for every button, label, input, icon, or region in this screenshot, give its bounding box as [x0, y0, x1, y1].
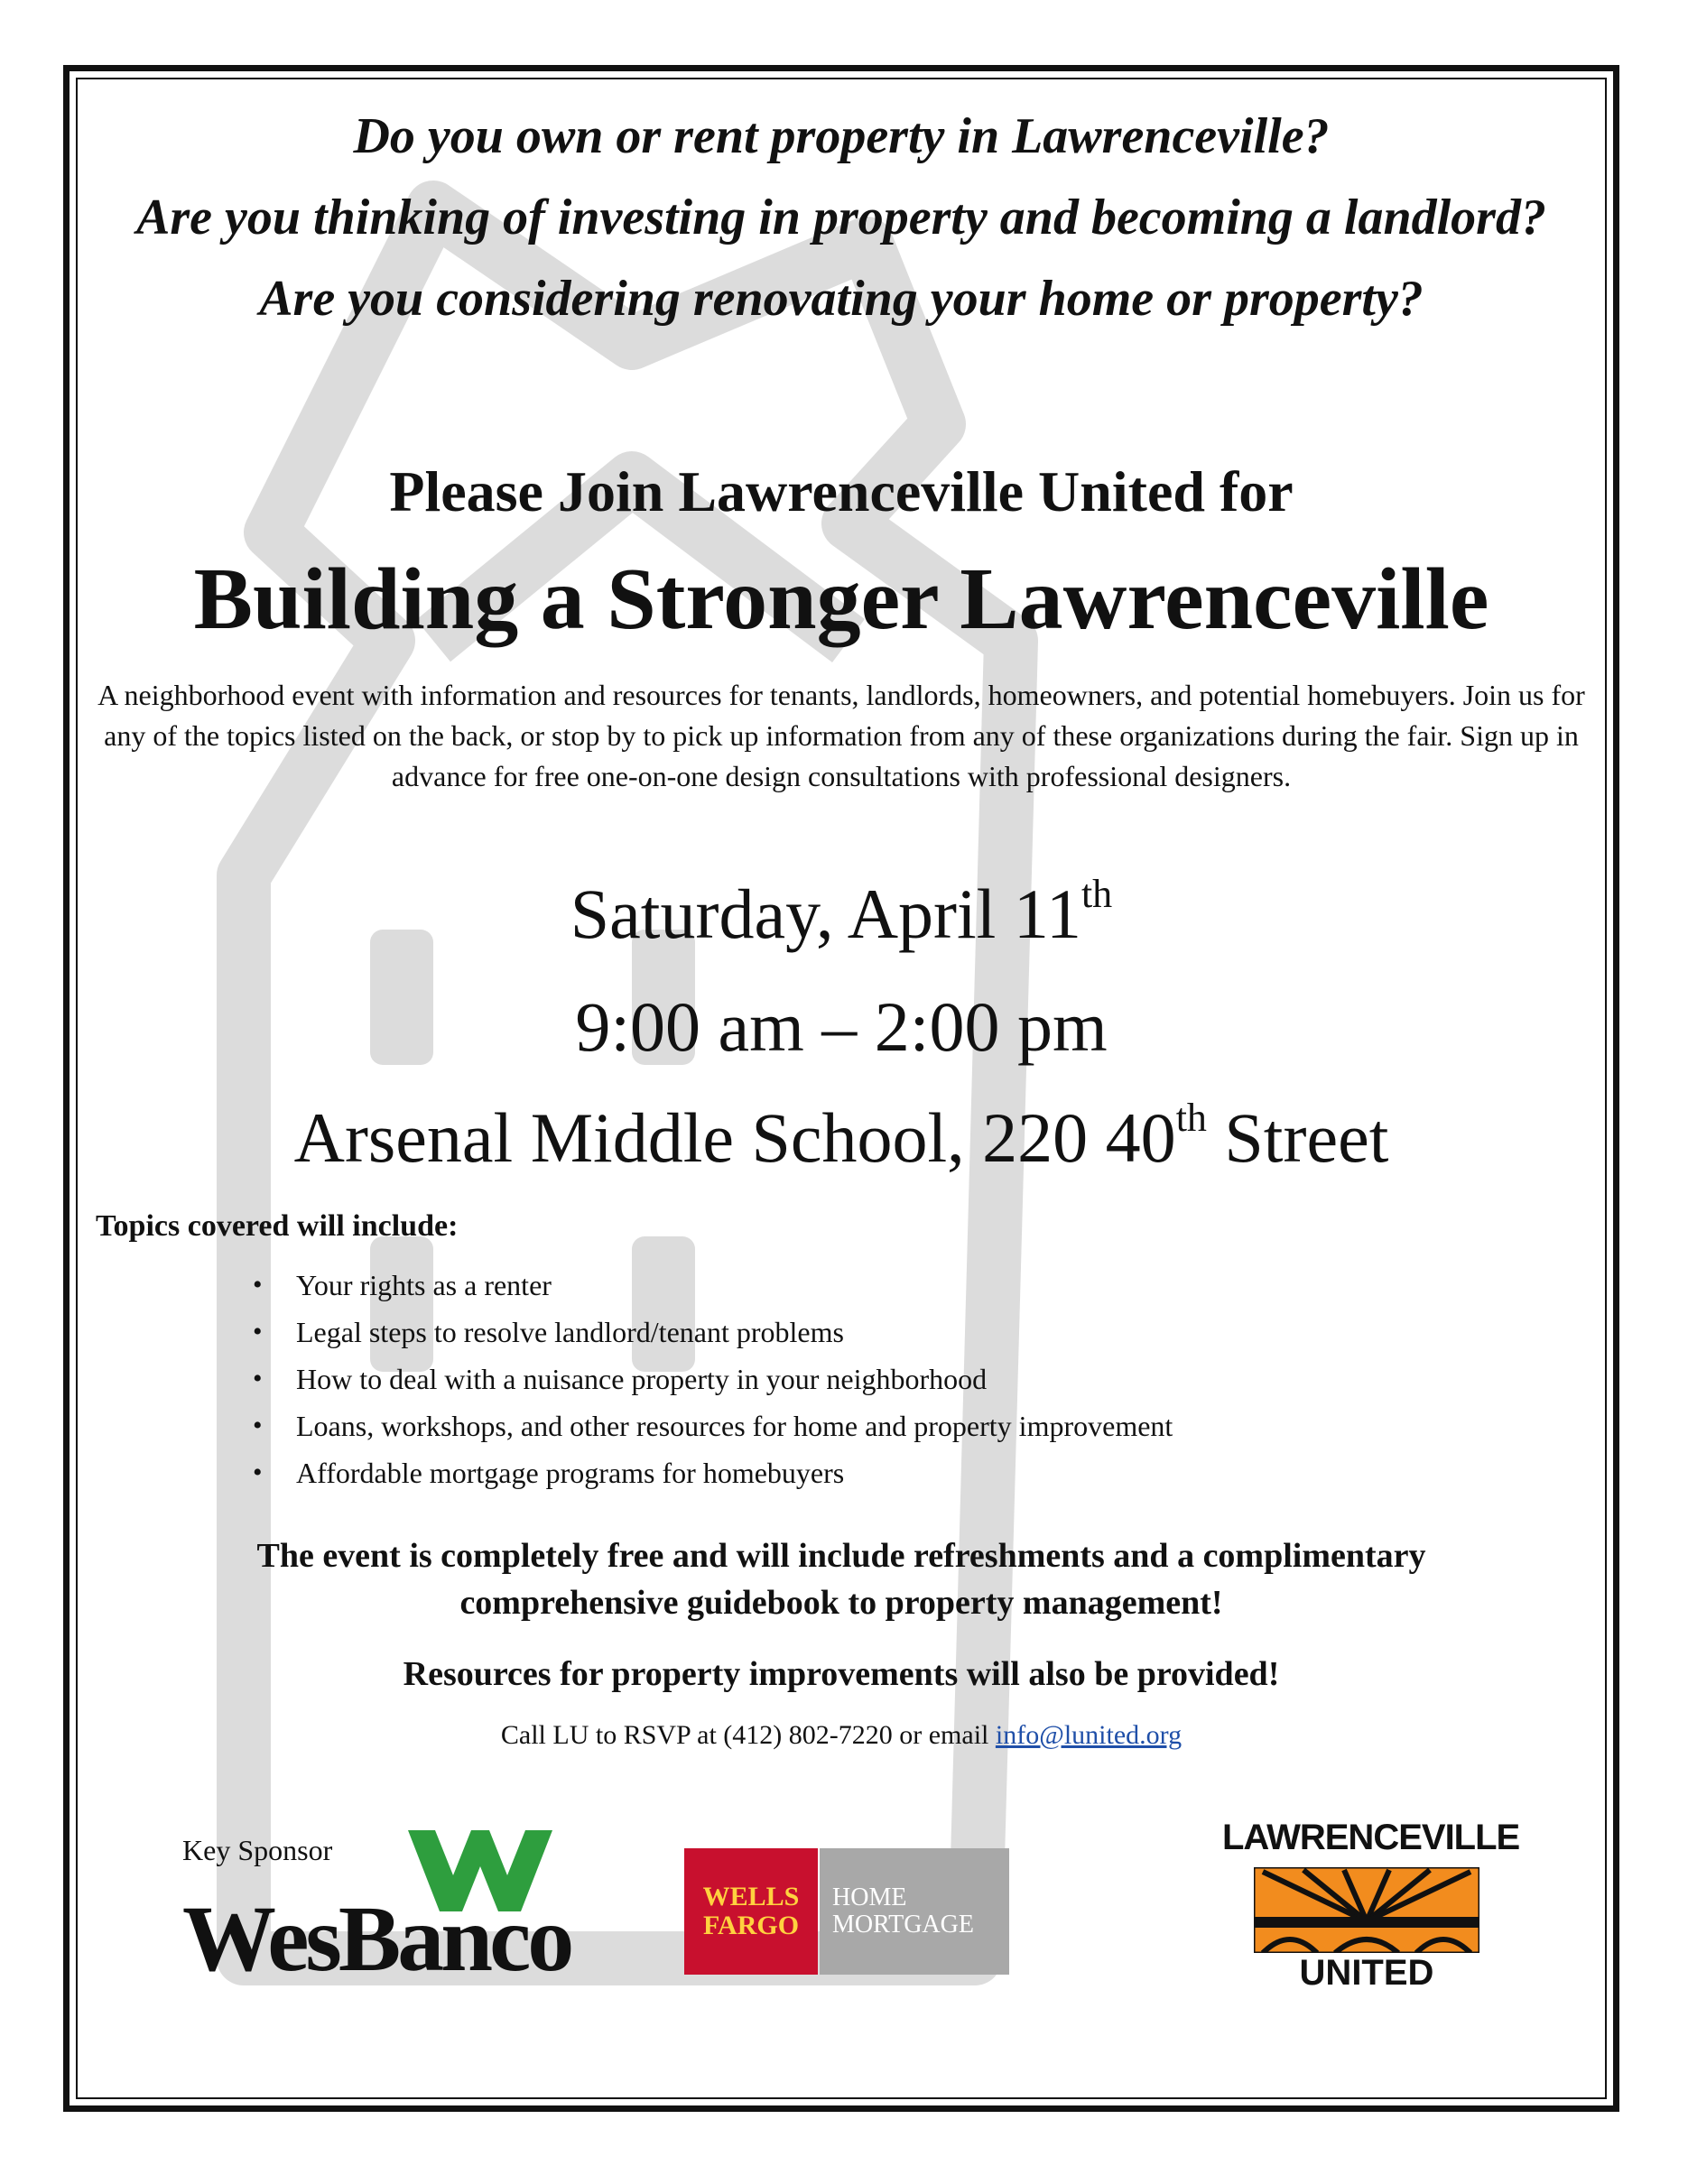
event-date	[78, 874, 1605, 955]
sunrise-bridge-icon	[1254, 1867, 1479, 1953]
lu-bottom-text: UNITED	[1299, 1953, 1434, 1993]
free-event-note	[78, 1532, 1605, 1626]
question-3: Are you considering renovating your home or property?	[259, 271, 1424, 327]
wells-fargo-red-block	[684, 1848, 818, 1975]
location-suffix: th	[1175, 1096, 1207, 1140]
resources-note: Resources for property improvements will also be provided!	[403, 1655, 1280, 1693]
free-note-line-2: comprehensive guidebook to property management!	[459, 1584, 1223, 1622]
topics-list	[240, 1262, 1173, 1496]
wf-line-1: WELLS	[702, 1882, 800, 1911]
location-street: Street	[1206, 1098, 1389, 1177]
topic-text: Loans, workshops, and other resources for home and property improvement	[296, 1410, 1173, 1442]
wf-line-2: FARGO	[702, 1911, 800, 1940]
list-item	[240, 1262, 1173, 1309]
wesbanco-logo	[164, 1821, 670, 1993]
topic-text: How to deal with a nuisance property in your neighborhood	[296, 1363, 988, 1395]
lawrenceville-united-logo	[1222, 1818, 1520, 1998]
free-note-line-1: The event is completely free and will include refreshments and a complimentary	[256, 1537, 1426, 1575]
wells-fargo-gray-block	[820, 1848, 1009, 1975]
list-item	[240, 1402, 1173, 1449]
wesbanco-wordmark: WesBanco	[182, 1887, 571, 1991]
lu-top-text: LAWRENCEVILLE	[1222, 1818, 1520, 1857]
rsvp-line	[78, 1720, 1605, 1751]
topic-text: Affordable mortgage programs for homebuyers	[296, 1457, 845, 1489]
question-1: Do you own or rent property in Lawrenceville?	[353, 108, 1330, 164]
wells-fargo-logo	[684, 1848, 1009, 1975]
email-link[interactable]: info@lunited.org	[995, 1720, 1183, 1750]
topics-heading: Topics covered will include:	[96, 1209, 459, 1243]
event-location	[78, 1097, 1605, 1179]
location-text: Arsenal Middle School, 220 40	[293, 1098, 1176, 1177]
wf-home: HOME	[832, 1883, 907, 1911]
flyer-content	[78, 79, 1605, 2097]
intro-questions	[78, 96, 1605, 339]
bullet-icon: •	[253, 1270, 263, 1300]
event-time: 9:00 am – 2:00 pm	[575, 987, 1108, 1066]
list-item	[240, 1356, 1173, 1402]
date-suffix: th	[1081, 872, 1113, 916]
rsvp-text: Call LU to RSVP at (412) 802-7220 or email	[500, 1720, 996, 1750]
wf-mortgage: MORTGAGE	[832, 1911, 974, 1939]
bullet-icon: •	[253, 1458, 263, 1487]
topic-text: Legal steps to resolve landlord/tenant problems	[296, 1316, 844, 1348]
question-2: Are you thinking of investing in property and becoming a landlord?	[136, 190, 1546, 245]
date-text: Saturday, April 11	[570, 875, 1081, 953]
event-title: Building a Stronger Lawrenceville	[193, 551, 1489, 648]
list-item	[240, 1309, 1173, 1356]
bullet-icon: •	[253, 1411, 263, 1440]
join-line: Please Join Lawrenceville United for	[389, 459, 1294, 523]
topic-text: Your rights as a renter	[296, 1269, 552, 1301]
bullet-icon: •	[253, 1317, 263, 1346]
key-sponsor-label: Key Sponsor	[182, 1834, 333, 1866]
event-description: A neighborhood event with information and resources for tenants, landlords, homeowners, and potential homebuyers. Join us for any of the topics listed on the back, or stop by to pick up information from any of these organizations during the fair. Sign up in advance for free one-on-one design consultations with professional designers.	[97, 679, 1585, 792]
bullet-icon: •	[253, 1364, 263, 1393]
list-item	[240, 1449, 1173, 1496]
